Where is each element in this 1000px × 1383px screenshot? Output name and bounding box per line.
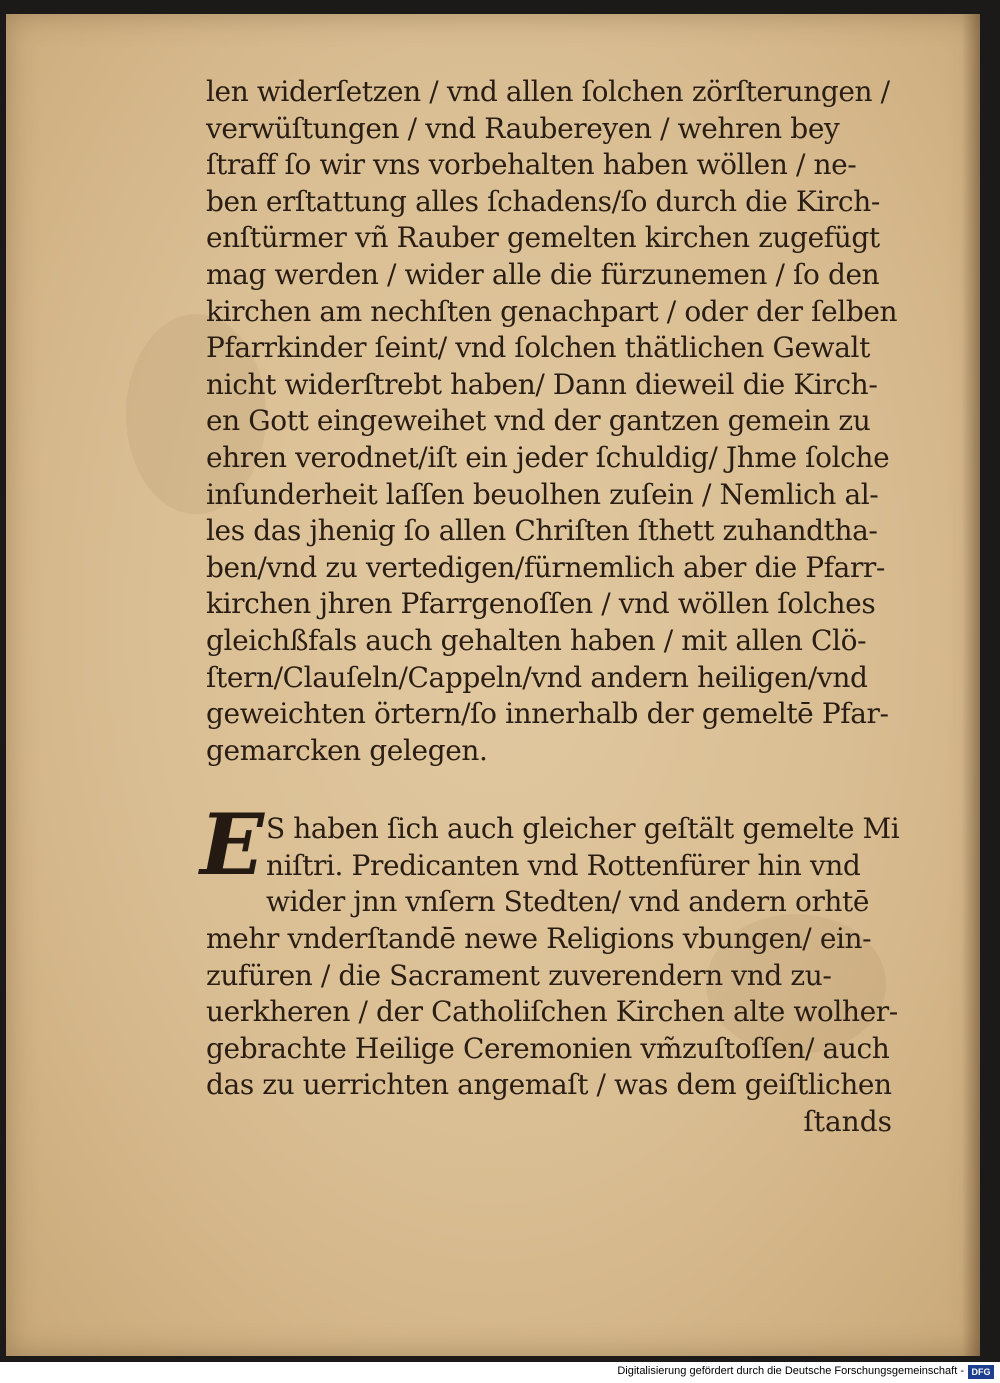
paragraph-gap [206,769,906,811]
text-line: gebrachte Heilige Ceremonien vm̃zuſtoſſen/ auch [206,1031,890,1065]
text-line: en Gott eingeweihet vnd der gantzen gemein zu [206,404,871,438]
paragraph-1 [206,74,906,769]
text-line: S haben ſich auch gleicher geſtält gemelte Mi [266,812,900,846]
text-line: Pfarrkinder ſeint/ vnd ſolchen thätlichen Gewalt [206,331,870,365]
page-edge-shadow [962,14,980,1356]
text-line: mehr vnderſtandē newe Religions vbungen/ ein- [206,922,872,956]
text-line: wider jnn vnſern Stedten/ vnd andern orhtē [266,885,870,919]
text-line: inſunderheit laſſen beuolhen zuſein / Nemlich al- [206,477,879,511]
catchword: ſtands [803,1105,892,1139]
text-line: geweichten örtern/ſo innerhalb der gemeltē Pfar- [206,697,889,731]
text-line: das zu uerrichten angemaſt / was dem geiſtlichen [206,1068,892,1102]
book-page [6,14,980,1356]
text-line: nicht widerſtrebt haben/ Dann dieweil die Kirch- [206,367,878,401]
text-line: len widerſetzen / vnd allen ſolchen zörſterungen / [206,75,890,108]
text-line: ſtern/Clauſeln/Cappeln/vnd andern heiligen/vnd [206,660,868,694]
digitization-footer [0,1362,1000,1383]
text-line: niſtri. Predicanten vnd Rottenfürer hin vnd [266,848,861,882]
text-line: gemarcken gelegen. [206,733,488,767]
text-line: uerkheren / der Catholiſchen Kirchen alte wolher- [206,995,898,1029]
text-line: kirchen am nechſten genachpart / oder der ſelben [206,294,898,328]
text-line: zufüren / die Sacrament zuverendern vnd zu- [206,958,832,992]
text-line: gleichßfals auch gehalten haben / mit allen Clö- [206,623,867,657]
text-block [200,74,906,1141]
funding-credit: Digitalisierung gefördert durch die Deutsche Forschungsgemeinschaft - [617,1365,964,1377]
text-line: kirchen jhren Pfarrgenoſſen / vnd wöllen ſolches [206,587,876,621]
text-line: enſtürmer vñ Rauber gemelten kirchen zugefügt [206,221,880,255]
dfg-logo-icon[interactable]: DFG [968,1365,994,1379]
text-line: ben erſtattung alles ſchadens/ſo durch die Kirch- [206,184,880,218]
text-line: ehren verodnet/iſt ein jeder ſchuldig/ Jhme ſolche [206,440,890,474]
text-line: ſtraff ſo wir vns vorbehalten haben wöllen / ne- [206,148,857,182]
paragraph-2 [200,795,906,1140]
text-line: ben/vnd zu vertedigen/fürnemlich aber die Pfarr- [206,550,885,584]
decorated-initial-letter: E [200,795,265,895]
text-line: mag werden / wider alle die fürzunemen / ſo den [206,257,880,291]
text-line: verwüſtungen / vnd Raubereyen / wehren bey [206,111,840,145]
text-line: les das jhenig ſo allen Chriſten ſthett zuhandtha- [206,514,878,548]
